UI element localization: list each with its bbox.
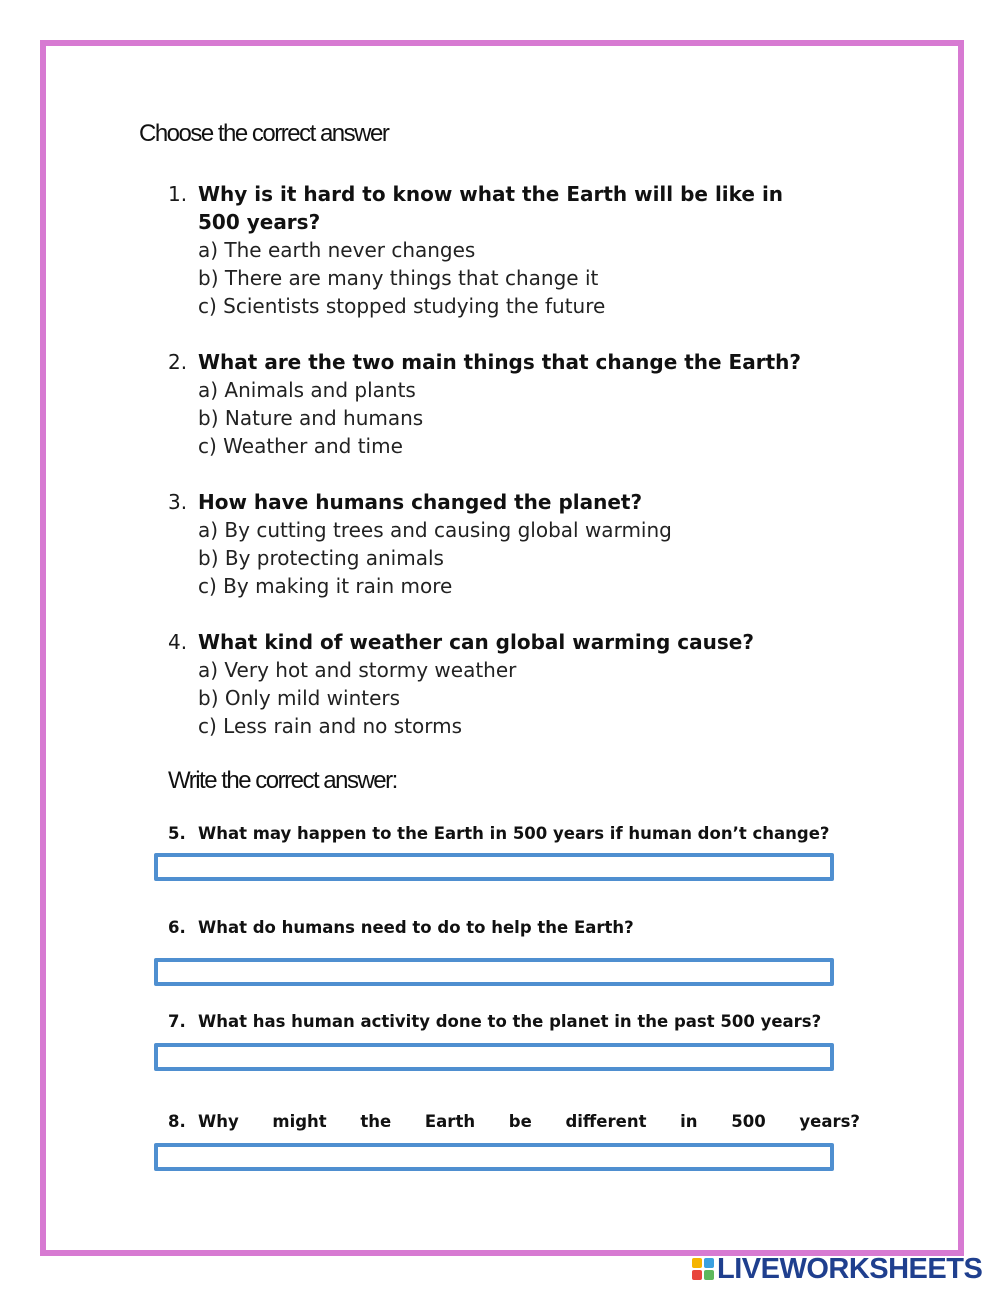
logo-text: LIVEWORKSHEETS	[717, 1253, 983, 1285]
answer-option-b[interactable]: b) Nature and humans	[198, 406, 424, 430]
logo-block	[704, 1258, 714, 1268]
question-prompt: What has human activity done to the planet in the past 500 years?	[198, 1012, 822, 1031]
question-2	[168, 348, 828, 460]
answer-option-a[interactable]: a) The earth never changes	[198, 238, 476, 262]
section-heading-write: Write the correct answer:	[168, 767, 397, 794]
answer-option-c[interactable]: c) Weather and time	[198, 434, 403, 458]
answer-input-6[interactable]	[154, 958, 834, 986]
logo-block	[704, 1270, 714, 1280]
answer-option-b[interactable]: b) Only mild winters	[198, 686, 401, 710]
liveworksheets-logo[interactable]	[692, 1254, 982, 1284]
answer-option-b[interactable]: b) There are many things that change it	[198, 266, 599, 290]
answer-option-a[interactable]: a) Very hot and stormy weather	[198, 658, 517, 682]
answer-option-a[interactable]: a) By cutting trees and causing global warming	[198, 518, 672, 542]
question-prompt: Why might the Earth be different in 500 years?	[198, 1112, 860, 1131]
question-prompt: What do humans need to do to help the Earth?	[198, 918, 634, 937]
answer-input-5[interactable]	[154, 853, 834, 881]
question-prompt: What are the two main things that change the Earth?	[198, 350, 801, 374]
answer-input-7[interactable]	[154, 1043, 834, 1071]
question-number: 4.	[168, 630, 188, 654]
logo-block	[692, 1270, 702, 1280]
question-prompt: What may happen to the Earth in 500 years if human don’t change?	[198, 824, 830, 843]
answer-option-b[interactable]: b) By protecting animals	[198, 546, 444, 570]
question-number: 3.	[168, 490, 188, 514]
question-number: 1.	[168, 182, 188, 206]
answer-option-c[interactable]: c) Less rain and no storms	[198, 714, 463, 738]
logo-blocks-icon	[692, 1258, 714, 1280]
answer-option-a[interactable]: a) Animals and plants	[198, 378, 416, 402]
section-heading-choose: Choose the correct answer	[139, 120, 389, 147]
question-7	[168, 1011, 821, 1033]
question-number: 5.	[168, 824, 186, 843]
answer-option-c[interactable]: c) Scientists stopped studying the future	[198, 294, 606, 318]
logo-block	[692, 1258, 702, 1268]
question-prompt: How have humans changed the planet?	[198, 490, 643, 514]
question-8	[168, 1111, 860, 1133]
question-number: 8.	[168, 1112, 186, 1131]
question-number: 7.	[168, 1012, 186, 1031]
question-number: 6.	[168, 918, 186, 937]
question-3	[168, 488, 828, 600]
question-number: 2.	[168, 350, 188, 374]
answer-input-8[interactable]	[154, 1143, 834, 1171]
question-1	[168, 180, 828, 320]
question-4	[168, 628, 828, 740]
question-6	[168, 917, 634, 939]
question-prompt: What kind of weather can global warming cause?	[198, 630, 754, 654]
question-prompt: Why is it hard to know what the Earth will be like in 500 years?	[198, 182, 784, 234]
answer-option-c[interactable]: c) By making it rain more	[198, 574, 453, 598]
question-5	[168, 823, 829, 845]
